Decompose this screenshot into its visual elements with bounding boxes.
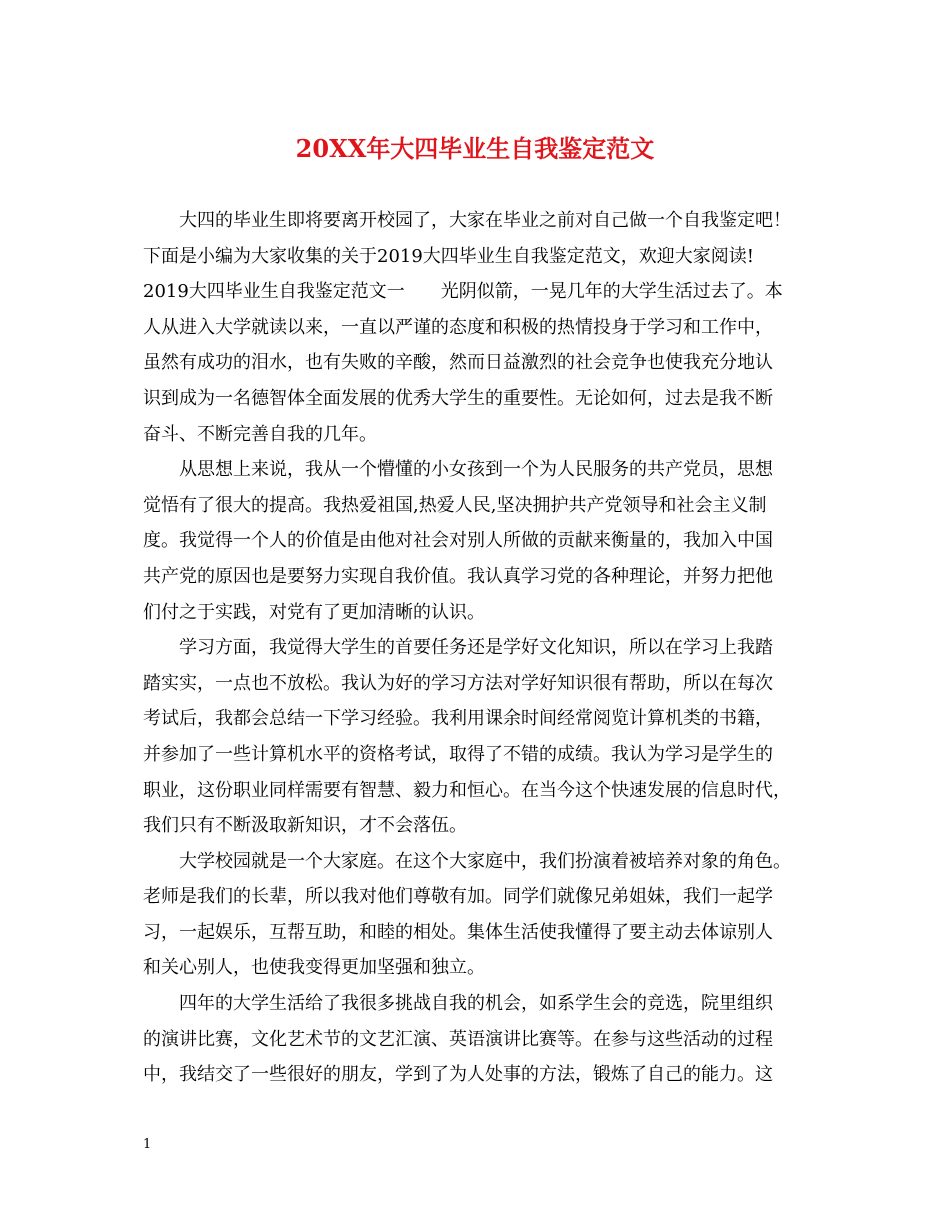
text-line: 中，我结交了一些很好的朋友，学到了为人处事的方法，锻炼了自己的能力。这 [143,1064,773,1086]
text-line: 四年的大学生活给了我很多挑战自我的机会，如系学生会的竞选，院里组织 [179,993,773,1015]
paragraph-study [143,630,813,844]
text-line: 老师是我们的长辈，所以我对他们尊敬有加。同学们就像兄弟姐妹，我们一起学 [143,886,773,908]
text-line: 下面是小编为大家收集的关于2019大四毕业生自我鉴定范文，欢迎大家阅读! [143,245,755,267]
paragraph-campus [143,844,813,986]
document-body [143,203,813,1093]
text-line: 的演讲比赛，文化艺术节的文艺汇演、英语演讲比赛等。在参与这些活动的过程 [143,1028,773,1050]
paragraph-thought [143,452,813,630]
text-line: 虽然有成功的泪水，也有失败的辛酸，然而日益激烈的社会竞争也使我充分地认 [143,352,773,374]
text-line: 我们只有不断汲取新知识，才不会落伍。 [143,815,467,837]
text-line: 并参加了一些计算机水平的资格考试，取得了不错的成绩。我认为学习是学生的 [143,743,773,765]
text-line: 大学校园就是一个大家庭。在这个大家庭中，我们扮演着被培养对象的角色。 [179,850,791,872]
text-line: 从思想上来说，我从一个懵懂的小女孩到一个为人民服务的共产党员，思想 [179,459,773,481]
text-line: 奋斗、不断完善自我的几年。 [143,423,377,445]
paragraph-intro [143,203,813,452]
text-line: 度。我觉得一个人的价值是由他对社会对别人所做的贡献来衡量的，我加入中国 [143,530,773,552]
page-number: 1 [143,1137,152,1152]
text-line: 2019大四毕业生自我鉴定范文一 光阴似箭，一晃几年的大学生活过去了。本 [143,281,783,303]
text-line: 学习方面，我觉得大学生的首要任务还是学好文化知识，所以在学习上我踏 [179,637,773,659]
paragraph-activities [143,986,813,1093]
text-line: 共产党的原因也是要努力实现自我价值。我认真学习党的各种理论，并努力把他 [143,565,773,587]
text-line: 职业，这份职业同样需要有智慧、毅力和恒心。在当今这个快速发展的信息时代， [143,779,791,801]
text-line: 习，一起娱乐，互帮互助，和睦的相处。集体生活使我懂得了要主动去体谅别人 [143,921,773,943]
text-line: 识到成为一名德智体全面发展的优秀大学生的重要性。无论如何，过去是我不断 [143,387,773,409]
text-line: 人从进入大学就读以来，一直以严谨的态度和积极的热情投身于学习和工作中， [143,316,773,338]
text-line: 踏实实，一点也不放松。我认为好的学习方法对学好知识很有帮助，所以在每次 [143,672,773,694]
text-line: 和关心别人，也使我变得更加坚强和独立。 [143,957,485,979]
text-line: 觉悟有了很大的提高。我热爱祖国,热爱人民,坚决拥护共产党领导和社会主义制 [143,494,767,516]
text-line: 大四的毕业生即将要离开校园了，大家在毕业之前对自己做一个自我鉴定吧！ [179,210,791,231]
document-title: 20XX年大四毕业生自我鉴定范文 [295,134,655,163]
text-line: 考试后，我都会总结一下学习经验。我利用课余时间经常阅览计算机类的书籍， [143,708,773,730]
text-line: 们付之于实践，对党有了更加清晰的认识。 [143,601,485,623]
